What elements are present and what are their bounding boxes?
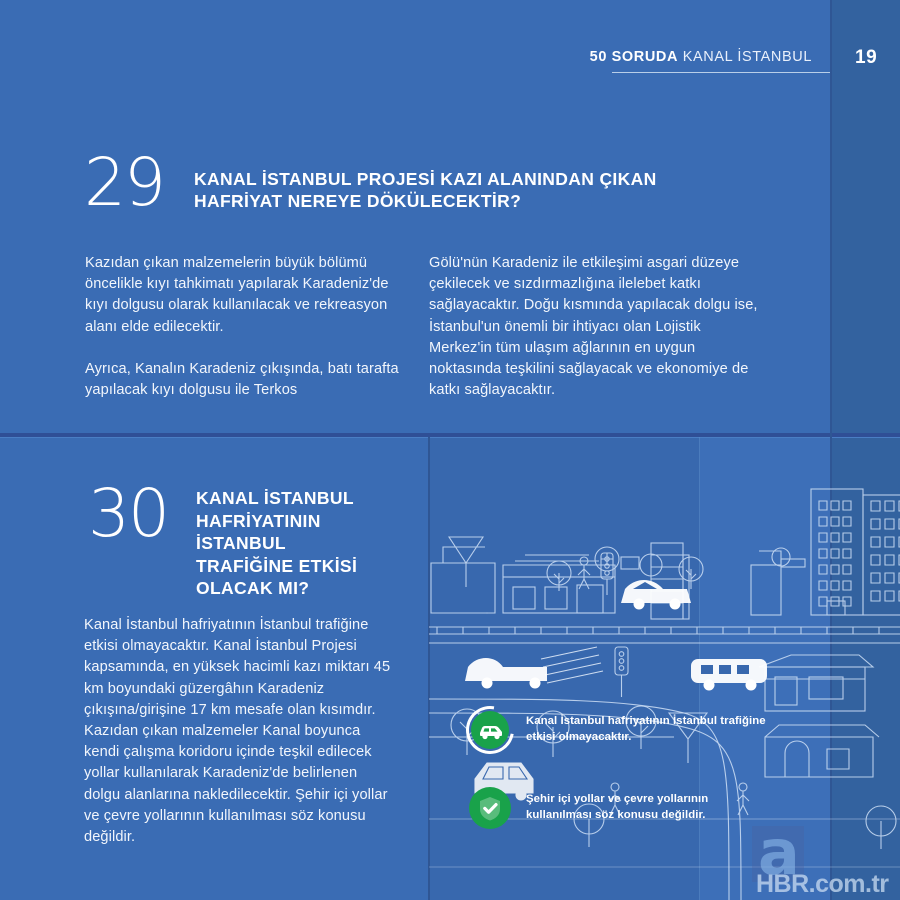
paragraph: Kanal İstanbul hafriyatının İstanbul trafiğine etkisi olmayacaktır. Kanal İstanbul Projesi kapsamında, en yüksek hacimli kazı miktarı 45 km boyundaki güzergâhın Karadeniz çıkışına/girişine 17 km mesafe olan kısımdır. Kazıdan çıkan malzemeler Kanal boyunca kendi çalışma koridoru içinde teşkil edilecek yollar kullanılarak Karadeniz'de belirlenen dolgu alanlarına nakledilecektir. Şehir içi yollar ve çevre yollarının kullanılması söz konusu değildir. bbox=[84, 617, 391, 846]
watermark-domain: HBR.com.tr bbox=[756, 870, 889, 898]
callout-item bbox=[466, 784, 766, 832]
awning-icon bbox=[759, 655, 873, 667]
building-icon bbox=[751, 565, 781, 615]
question-29-column-left bbox=[85, 253, 405, 422]
callout-item bbox=[466, 706, 766, 754]
shield-check-icon bbox=[466, 784, 514, 832]
crosswalk-icon bbox=[541, 647, 603, 683]
sedan-icon bbox=[621, 580, 691, 610]
bus-icon bbox=[691, 659, 767, 691]
highrise-windows bbox=[819, 501, 900, 606]
shop-icon bbox=[765, 737, 873, 777]
paragraph: Ayrıca, Kanalın Karadeniz çıkışında, batı tarafta yapılacak kıyı dolgusu ile Terkos bbox=[85, 360, 399, 399]
callout-text: Kanal İstanbul hafriyatının İstanbul trafiğine etkisi olmayacaktır. bbox=[526, 715, 766, 743]
pedestrian-icon bbox=[578, 557, 590, 589]
header-brand bbox=[590, 48, 812, 66]
header-brand-light: KANAL İSTANBUL bbox=[682, 49, 812, 65]
tree-sign-icon bbox=[449, 537, 483, 563]
question-30-title: KANAL İSTANBUL HAFRİYATININ İSTANBUL TRAFİĞİNE ETKİSİ OLACAK MI? bbox=[196, 488, 358, 598]
question-30-body bbox=[84, 615, 394, 848]
question-29-number: 29 bbox=[84, 144, 164, 221]
header-underline bbox=[612, 72, 830, 73]
building-left-icon bbox=[431, 563, 495, 613]
question-29-title: KANAL İSTANBUL PROJESİ KAZI ALANINDAN ÇIKAN HAFRİYAT NEREYE DÖKÜLECEKTİR? bbox=[194, 169, 657, 211]
paragraph: Kazıdan çıkan malzemelerin büyük bölümü öncelikle kıyı tahkimatı yapılarak Karadeniz'de kıyı dolgusu olarak kullanılacak ve rekreasyon alanı elde edilecektir. bbox=[85, 255, 389, 335]
car-icon bbox=[466, 706, 514, 754]
guardrail bbox=[437, 627, 879, 634]
callout-text: Şehir içi yollar ve çevre yollarının kullanılması söz konusu değildir. bbox=[526, 793, 709, 821]
watermark-logo bbox=[752, 816, 900, 900]
header-brand-bold: 50 SORUDA bbox=[589, 49, 679, 65]
question-29-column-right bbox=[429, 253, 759, 401]
watermark-mark: a bbox=[758, 816, 800, 889]
callout-list bbox=[466, 706, 766, 862]
page-number: 19 bbox=[855, 47, 878, 68]
question-30-number: 30 bbox=[88, 475, 168, 552]
paragraph: Gölü'nün Karadeniz ile etkileşimi asgari düzeye çekilecek ve sızdırmazlığına ilelebet katkı sağlayacaktır. Doğu kısmında yapılacak dolgu ise, İstanbul'un önemli bir ihtiyacı olan Lojistik Merkez'in tüm ulaşım ağlarının en uygun noktasında teşkilini sağlayacak ve ekonomiye de katkı sağlayacaktır. bbox=[429, 255, 758, 399]
